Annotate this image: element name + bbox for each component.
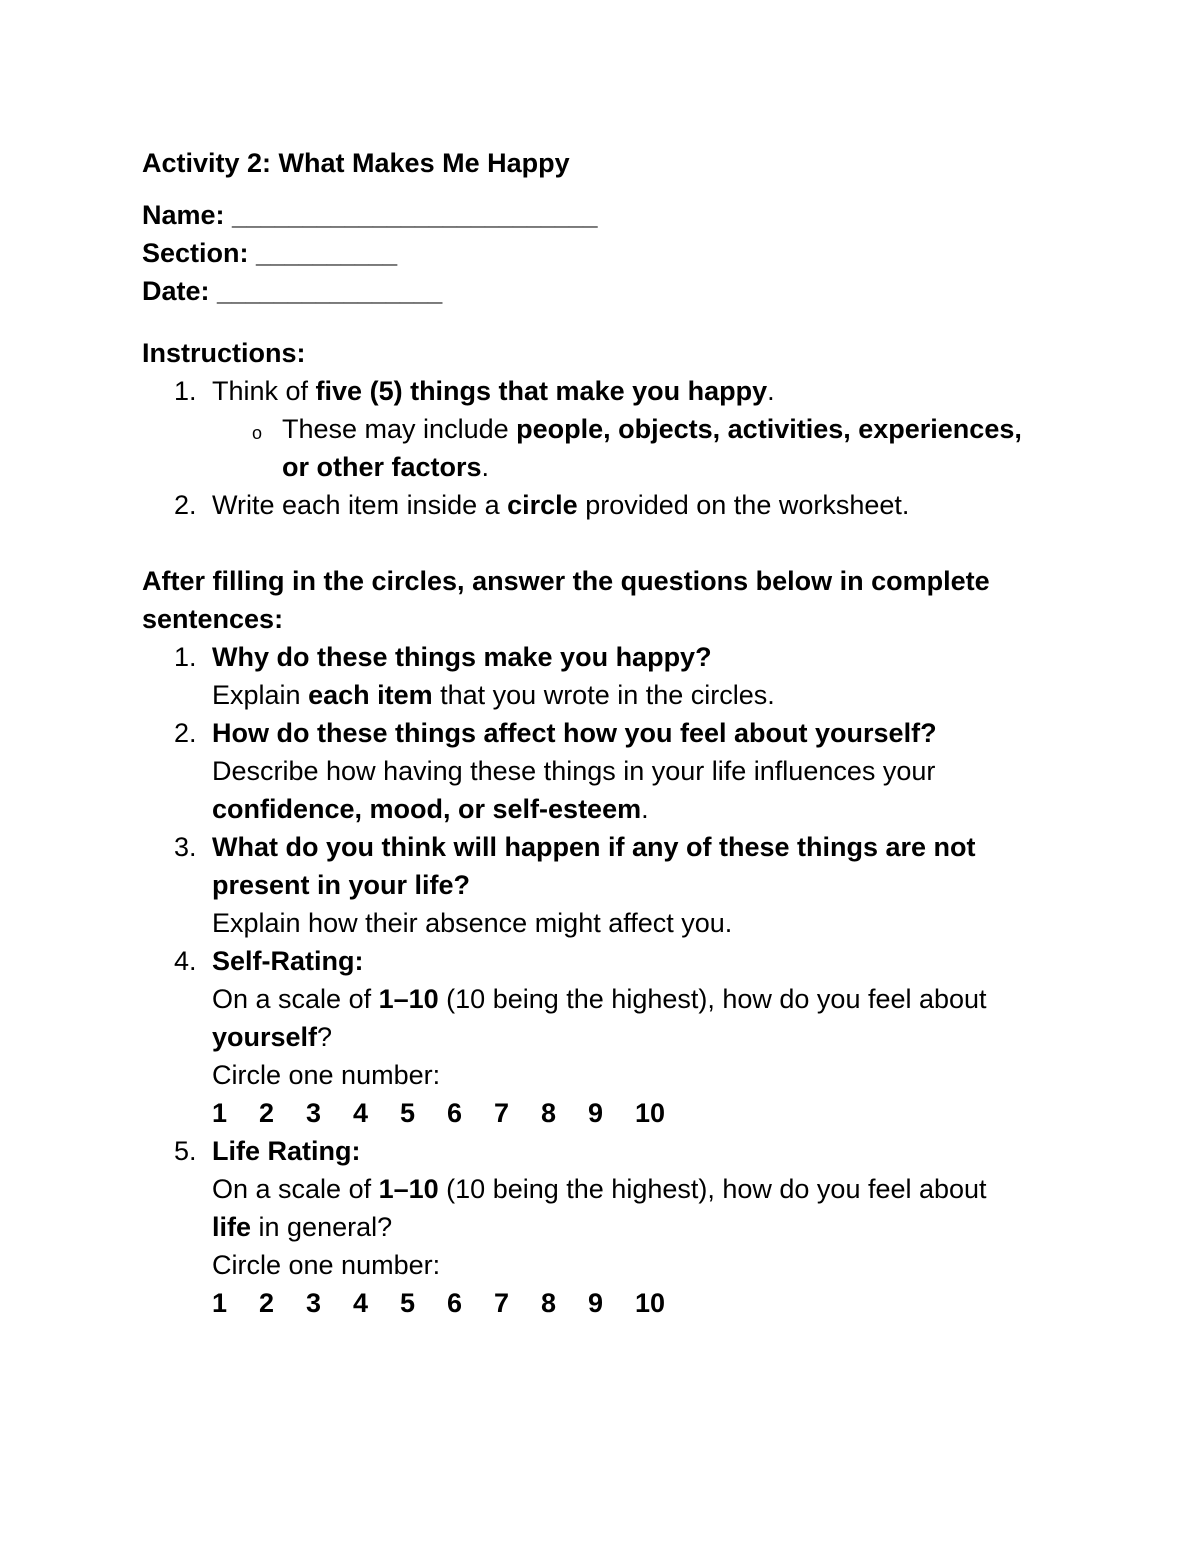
question-title: present in your life? <box>212 870 471 900</box>
question-desc: On a scale of <box>212 984 379 1014</box>
question-desc-bold: 1–10 <box>378 1174 439 1204</box>
question-title: How do these things affect how you feel about yourself? <box>212 718 937 748</box>
question-desc: (10 being the highest), how do you feel about <box>438 984 987 1014</box>
question-desc-bold: life <box>212 1212 252 1242</box>
questions-intro <box>142 562 1062 638</box>
question-desc: in general? <box>251 1212 393 1242</box>
rating-option[interactable]: 9 <box>588 1098 604 1128</box>
rating-option[interactable]: 7 <box>494 1288 510 1318</box>
question-desc: (10 being the highest), how do you feel about <box>438 1174 987 1204</box>
question-desc: . <box>641 794 649 824</box>
rating-option[interactable]: 10 <box>635 1098 666 1128</box>
circle-bullet-icon: o <box>252 423 263 443</box>
instructions-list <box>142 372 1062 524</box>
question-desc-bold: each item <box>308 680 433 710</box>
instruction-text: . <box>767 376 775 406</box>
question-desc: ? <box>317 1022 333 1052</box>
question-desc: On a scale of <box>212 1174 379 1204</box>
instruction-item <box>142 486 1062 524</box>
rating-option[interactable]: 6 <box>447 1288 463 1318</box>
question-number: 4. <box>174 946 197 976</box>
instruction-text: Think of <box>212 376 316 406</box>
rating-option[interactable]: 5 <box>400 1288 416 1318</box>
instruction-text: Write each item inside a <box>212 490 508 520</box>
rating-option[interactable]: 4 <box>353 1288 369 1318</box>
instructions-heading: Instructions: <box>142 338 306 368</box>
section-blank[interactable]: __________ <box>256 238 397 268</box>
name-blank[interactable]: __________________________ <box>232 200 597 230</box>
self-rating-scale <box>212 1094 1062 1132</box>
instruction-subitem <box>142 410 1062 486</box>
instruction-number: 1. <box>174 376 197 406</box>
section-field <box>142 234 1062 272</box>
question-desc: Describe how having these things in your life influences your <box>212 756 936 786</box>
date-field <box>142 272 1062 310</box>
page-title: Activity 2: What Makes Me Happy <box>142 148 570 178</box>
question-item <box>142 638 1062 714</box>
question-item <box>142 942 1062 1132</box>
worksheet-page <box>142 144 1062 1322</box>
name-label: Name: <box>142 200 225 230</box>
question-title: Life Rating: <box>212 1136 361 1166</box>
question-desc: Explain how their absence might affect you. <box>212 908 733 938</box>
circle-instruction: Circle one number: <box>212 1250 441 1280</box>
instruction-bold: circle <box>507 490 578 520</box>
rating-option[interactable]: 8 <box>541 1098 557 1128</box>
question-number: 1. <box>174 642 197 672</box>
questions-list <box>142 638 1062 1322</box>
instruction-text: These may include <box>282 414 517 444</box>
circle-instruction: Circle one number: <box>212 1060 441 1090</box>
rating-option[interactable]: 2 <box>259 1098 275 1128</box>
rating-option[interactable]: 3 <box>306 1098 322 1128</box>
question-number: 2. <box>174 718 197 748</box>
question-item <box>142 1132 1062 1322</box>
question-desc-bold: 1–10 <box>378 984 439 1014</box>
question-item <box>142 828 1062 942</box>
questions-intro-line: After filling in the circles, answer the questions below in complete <box>142 566 990 596</box>
rating-option[interactable]: 10 <box>635 1288 666 1318</box>
instruction-text: . <box>481 452 490 482</box>
date-label: Date: <box>142 276 210 306</box>
rating-option[interactable]: 1 <box>212 1288 228 1318</box>
question-title: What do you think will happen if any of these things are not <box>212 832 976 862</box>
question-title: Why do these things make you happy? <box>212 642 712 672</box>
rating-option[interactable]: 7 <box>494 1098 510 1128</box>
instruction-text: provided on the worksheet. <box>577 490 910 520</box>
question-desc: Explain <box>212 680 309 710</box>
question-item <box>142 714 1062 828</box>
instruction-bold: people, objects, activities, experiences, <box>516 414 1022 444</box>
question-desc-bold: confidence, mood, or self-esteem <box>212 794 642 824</box>
questions-intro-line: sentences: <box>142 604 284 634</box>
instruction-item <box>142 372 1062 410</box>
life-rating-scale <box>212 1284 1062 1322</box>
rating-option[interactable]: 4 <box>353 1098 369 1128</box>
date-blank[interactable]: ________________ <box>217 276 442 306</box>
rating-option[interactable]: 8 <box>541 1288 557 1318</box>
instruction-number: 2. <box>174 490 197 520</box>
question-number: 5. <box>174 1136 197 1166</box>
rating-option[interactable]: 2 <box>259 1288 275 1318</box>
question-title: Self-Rating: <box>212 946 364 976</box>
rating-option[interactable]: 5 <box>400 1098 416 1128</box>
rating-option[interactable]: 9 <box>588 1288 604 1318</box>
rating-option[interactable]: 6 <box>447 1098 463 1128</box>
question-number: 3. <box>174 832 197 862</box>
question-desc: that you wrote in the circles. <box>432 680 775 710</box>
instruction-bold: five (5) things that make you happy <box>315 376 768 406</box>
rating-option[interactable]: 1 <box>212 1098 228 1128</box>
question-desc-bold: yourself <box>212 1022 318 1052</box>
rating-option[interactable]: 3 <box>306 1288 322 1318</box>
name-field <box>142 196 1062 234</box>
section-label: Section: <box>142 238 249 268</box>
instruction-bold: or other factors <box>282 452 482 482</box>
